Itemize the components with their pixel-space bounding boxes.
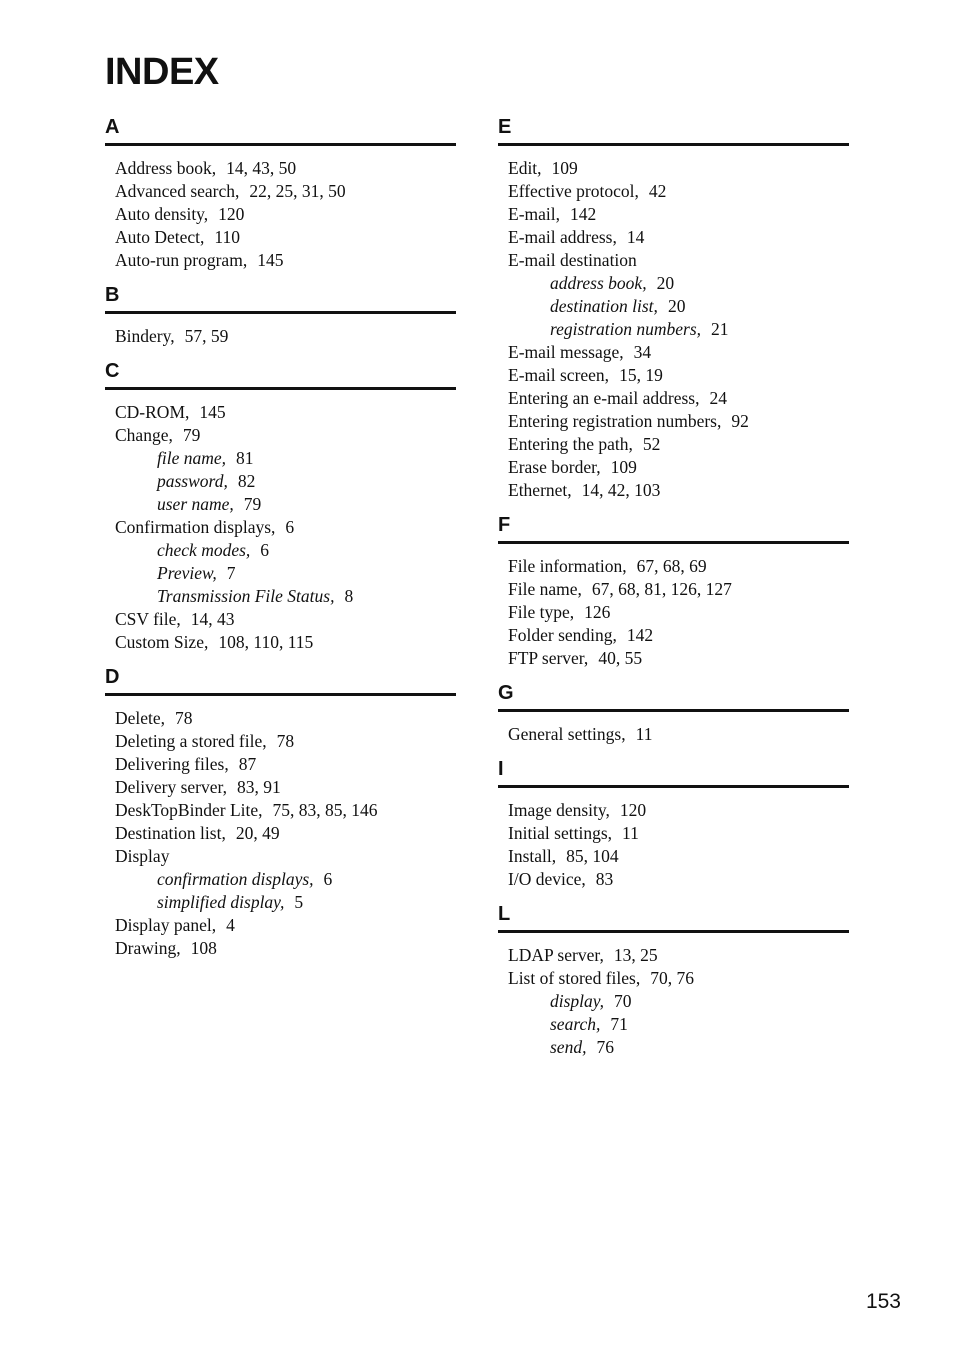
page-references: 83, 91 [237, 777, 281, 797]
page-references: 11 [622, 823, 639, 843]
index-term: Install, [508, 846, 557, 866]
index-subentry [105, 868, 456, 891]
page-references: 79 [243, 494, 262, 514]
index-subentry [498, 295, 849, 318]
section-divider [105, 693, 456, 696]
page-references: 4 [226, 915, 235, 935]
index-entry [498, 364, 849, 387]
index-term: Effective protocol, [508, 181, 639, 201]
index-term: File type, [508, 602, 575, 622]
page-references: 67, 68, 69 [636, 556, 707, 576]
index-entry [105, 845, 456, 868]
index-entry [105, 822, 456, 845]
index-entry [105, 631, 456, 654]
page-references: 20, 49 [235, 823, 280, 843]
page-title: INDEX [105, 51, 219, 93]
section-letter: D [105, 666, 120, 688]
page-references: 145 [257, 250, 284, 270]
index-entry [105, 776, 456, 799]
page-references: 92 [731, 411, 749, 431]
index-term: Erase border, [508, 457, 601, 477]
index-entry-list [105, 707, 456, 960]
index-subentry [498, 1013, 849, 1036]
index-section-f [498, 512, 849, 670]
index-entry [498, 555, 849, 578]
page-references: 14, 42, 103 [581, 480, 661, 500]
index-subentry [105, 539, 456, 562]
page-references: 34 [633, 342, 652, 362]
page-references: 24 [709, 388, 727, 408]
index-subentry [105, 891, 456, 914]
page-references: 11 [635, 724, 653, 744]
index-entry [498, 433, 849, 456]
page-references: 67, 68, 81, 126, 127 [591, 579, 732, 599]
page-references: 120 [619, 800, 647, 820]
index-term: user name, [157, 494, 234, 514]
index-term: E-mail screen, [508, 365, 610, 385]
section-divider [498, 541, 849, 544]
index-term: send, [550, 1037, 587, 1057]
section-letter: G [498, 682, 514, 704]
index-entry [105, 914, 456, 937]
index-entry [498, 723, 849, 746]
index-entry [498, 967, 849, 990]
index-entry [498, 249, 849, 272]
index-term: confirmation displays, [157, 869, 314, 889]
index-entry [105, 249, 456, 272]
index-entry-list [498, 555, 849, 670]
index-entry [498, 341, 849, 364]
page-references: 83 [595, 869, 614, 889]
index-term: Auto density, [115, 204, 209, 224]
index-entry-list [498, 157, 849, 502]
section-divider [498, 709, 849, 712]
index-term: General settings, [508, 724, 626, 744]
index-term: Display panel, [115, 915, 217, 935]
page-references: 78 [175, 708, 193, 728]
index-term: Entering registration numbers, [508, 411, 722, 431]
index-entry [105, 753, 456, 776]
index-term: Confirmation displays, [115, 517, 276, 537]
page-references: 15, 19 [619, 365, 663, 385]
page-references: 109 [551, 158, 578, 178]
index-subentry [105, 493, 456, 516]
page-references: 70 [613, 991, 632, 1011]
page-references: 75, 83, 85, 146 [272, 800, 378, 820]
index-term: Address book, [115, 158, 217, 178]
index-term: Ethernet, [508, 480, 572, 500]
index-section-i [498, 756, 849, 891]
index-entry [105, 937, 456, 960]
page-references: 145 [199, 402, 226, 422]
index-subentry [105, 470, 456, 493]
page-references: 21 [711, 319, 729, 339]
page-references: 85, 104 [566, 846, 619, 866]
index-term: Destination list, [115, 823, 226, 843]
index-term: E-mail, [508, 204, 560, 224]
page-references: 109 [610, 457, 637, 477]
index-term: Folder sending, [508, 625, 617, 645]
index-term: Display [115, 846, 170, 866]
index-term: FTP server, [508, 648, 589, 668]
index-term: E-mail message, [508, 342, 624, 362]
section-divider [498, 930, 849, 933]
index-term: password, [157, 471, 228, 491]
index-entry [498, 944, 849, 967]
index-term: Auto Detect, [115, 227, 205, 247]
section-divider [498, 785, 849, 788]
index-term: simplified display, [157, 892, 285, 912]
index-entry [105, 707, 456, 730]
index-section-l [498, 901, 849, 1059]
page-references: 79 [182, 425, 201, 445]
page-number: 153 [865, 1290, 901, 1313]
section-divider [498, 143, 849, 146]
index-term: LDAP server, [508, 945, 604, 965]
index-term: search, [550, 1014, 601, 1034]
index-section-a [105, 114, 456, 272]
page-references: 13, 25 [613, 945, 658, 965]
index-entry [498, 410, 849, 433]
index-entry [498, 157, 849, 180]
index-entry-list [105, 401, 456, 654]
index-entry [498, 624, 849, 647]
index-entry [105, 730, 456, 753]
page-references: 57, 59 [184, 326, 229, 346]
section-divider [105, 311, 456, 314]
page-references: 120 [218, 204, 245, 224]
section-divider [105, 143, 456, 146]
index-term: CD-ROM, [115, 402, 190, 422]
section-letter: B [105, 284, 120, 306]
index-term: List of stored files, [508, 968, 641, 988]
section-letter: L [498, 903, 511, 925]
index-term: Edit, [508, 158, 542, 178]
index-entry [498, 799, 849, 822]
index-term: File name, [508, 579, 582, 599]
page-references: 108 [190, 938, 217, 958]
index-term: I/O device, [508, 869, 586, 889]
page-references: 20 [667, 296, 686, 316]
index-entry [105, 157, 456, 180]
index-term: File information, [508, 556, 627, 576]
page-references: 76 [596, 1037, 614, 1057]
index-entry [498, 822, 849, 845]
index-term: DeskTopBinder Lite, [115, 800, 263, 820]
page-references: 7 [226, 563, 236, 583]
index-entry [498, 647, 849, 670]
index-section-d [105, 664, 456, 960]
index-entry [105, 516, 456, 539]
index-subentry [498, 1036, 849, 1059]
page-references: 6 [285, 517, 295, 537]
index-entry [498, 387, 849, 410]
index-term: Auto-run program, [115, 250, 248, 270]
index-entry [498, 578, 849, 601]
index-entry-list [105, 325, 456, 348]
section-letter: A [105, 116, 120, 138]
page-references: 14 [626, 227, 645, 247]
index-entry [105, 401, 456, 424]
index-subentry [105, 562, 456, 585]
page-references: 5 [294, 892, 304, 912]
index-entry [498, 203, 849, 226]
index-entry [105, 325, 456, 348]
index-entry [498, 601, 849, 624]
page-references: 8 [344, 586, 354, 606]
index-term: E-mail address, [508, 227, 617, 247]
page-references: 142 [626, 625, 654, 645]
index-term: registration numbers, [550, 319, 702, 339]
page-references: 82 [237, 471, 256, 491]
page-references: 142 [570, 204, 597, 224]
index-term: E-mail destination [508, 250, 637, 270]
index-term: Delivery server, [115, 777, 228, 797]
index-term: Bindery, [115, 326, 175, 346]
page-references: 108, 110, 115 [218, 632, 314, 652]
page-references: 42 [648, 181, 667, 201]
page-references: 6 [260, 540, 270, 560]
index-term: Custom Size, [115, 632, 209, 652]
page-references: 14, 43 [190, 609, 235, 629]
index-entry-list [498, 944, 849, 1059]
page-references: 52 [642, 434, 661, 454]
index-column-left [105, 114, 456, 970]
index-section-g [498, 680, 849, 746]
index-section-b [105, 282, 456, 348]
page-references: 110 [214, 227, 241, 247]
page-references: 40, 55 [598, 648, 643, 668]
index-column-right [498, 114, 849, 1069]
page-references: 81 [236, 448, 254, 468]
index-subentry [498, 318, 849, 341]
page-references: 22, 25, 31, 50 [249, 181, 346, 201]
section-letter: E [498, 116, 512, 138]
index-section-c [105, 358, 456, 654]
index-entry [105, 180, 456, 203]
index-term: Image density, [508, 800, 610, 820]
page-references: 70, 76 [650, 968, 694, 988]
page-references: 14, 43, 50 [226, 158, 297, 178]
index-term: Drawing, [115, 938, 181, 958]
index-term: Advanced search, [115, 181, 240, 201]
index-entry [105, 226, 456, 249]
index-term: CSV file, [115, 609, 181, 629]
index-term: check modes, [157, 540, 251, 560]
section-letter: F [498, 514, 511, 536]
index-term: Entering an e-mail address, [508, 388, 700, 408]
index-subentry [498, 272, 849, 295]
index-section-e [498, 114, 849, 502]
index-entry [498, 180, 849, 203]
index-term: Deleting a stored file, [115, 731, 267, 751]
index-entry [498, 479, 849, 502]
index-term: Entering the path, [508, 434, 633, 454]
index-entry [105, 799, 456, 822]
section-letter: I [498, 758, 504, 780]
index-term: Delete, [115, 708, 166, 728]
page-references: 6 [323, 869, 333, 889]
index-entry [105, 424, 456, 447]
index-term: file name, [157, 448, 227, 468]
index-term: Transmission File Status, [157, 586, 335, 606]
index-entry [498, 226, 849, 249]
index-term: Change, [115, 425, 173, 445]
page-references: 78 [276, 731, 295, 751]
index-entry [498, 456, 849, 479]
section-letter: C [105, 360, 120, 382]
index-term: destination list, [550, 296, 658, 316]
page-references: 71 [610, 1014, 628, 1034]
index-subentry [105, 585, 456, 608]
index-term: Initial settings, [508, 823, 613, 843]
index-entry-list [498, 799, 849, 891]
index-entry [498, 868, 849, 891]
index-entry-list [105, 157, 456, 272]
page-references: 87 [238, 754, 257, 774]
page-references: 126 [584, 602, 611, 622]
index-term: Delivering files, [115, 754, 229, 774]
index-term: Preview, [157, 563, 217, 583]
index-entry [498, 845, 849, 868]
index-term: address book, [550, 273, 647, 293]
section-divider [105, 387, 456, 390]
index-subentry [105, 447, 456, 470]
index-entry [105, 203, 456, 226]
index-subentry [498, 990, 849, 1013]
index-entry-list [498, 723, 849, 746]
index-term: display, [550, 991, 604, 1011]
page-references: 20 [656, 273, 675, 293]
index-entry [105, 608, 456, 631]
